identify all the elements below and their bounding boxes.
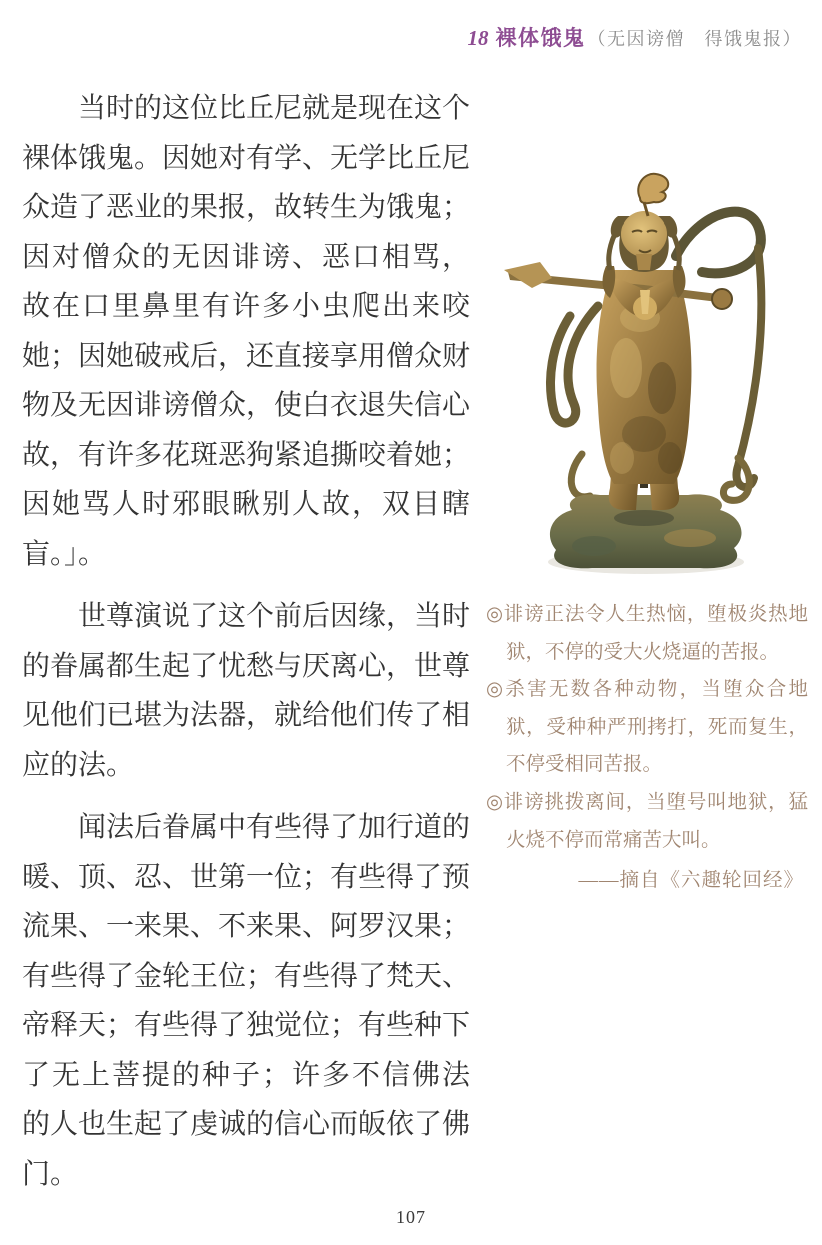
text-line: 帝释天；有些得了独觉位；有些种下 — [22, 1010, 471, 1041]
page-number: 107 — [396, 1207, 426, 1227]
text-line: 盲。」。 — [22, 538, 107, 570]
text-line: 世尊演说了这个前后因缘，当时 — [78, 601, 471, 632]
text-line: 见他们已堪为法器，就给他们传了相 — [22, 700, 471, 731]
text-line: 物及无因诽谤僧众，使白衣退失信心 — [22, 390, 471, 421]
text-line: 暖、顶、忍、世第一位；有些得了预 — [22, 861, 471, 893]
text-line: 故在口里鼻里有许多小虫爬出来咬 — [22, 291, 470, 322]
text-line: 流果、一来果、不来果、阿罗汉果； — [22, 911, 471, 942]
chapter-title: 裸体饿鬼 — [495, 26, 586, 50]
text-line: 的人也生起了虔诚的信心而皈依了佛 — [22, 1109, 471, 1140]
text-line: 当时的这位比丘尼就是现在这个 — [78, 93, 471, 124]
text-line: 有些得了金轮王位；有些得了梵天、 — [22, 960, 471, 992]
statue-svg — [494, 158, 794, 580]
text-line: 了无上菩提的种子；许多不信佛法 — [22, 1059, 470, 1091]
aside-column — [486, 158, 808, 900]
note-item — [486, 596, 808, 671]
text-line: 因对僧众的无因诽谤、恶口相骂， — [22, 241, 470, 273]
text-line: 门。 — [22, 1158, 79, 1190]
note-line: 狱，不停的受大火烧逼的苦报。 — [506, 641, 780, 663]
text-line: 的眷属都生起了忧愁与厌离心，世尊 — [22, 650, 471, 682]
paragraph — [22, 592, 470, 790]
text-line: 故，有许多花斑恶狗紧追撕咬着她； — [22, 439, 471, 471]
paragraph — [22, 803, 470, 1199]
page-header — [468, 22, 803, 52]
text-line: 众造了恶业的果报，故转生为饿鬼； — [22, 192, 471, 223]
source-attribution: ——摘自《六趣轮回经》 — [578, 870, 804, 892]
note-line: ◎杀害无数各种动物，当堕众合地 — [486, 679, 808, 701]
paragraph — [22, 84, 470, 579]
text-line: 应的法。 — [22, 749, 135, 781]
main-text-column — [22, 84, 470, 1212]
note-line: 火烧不停而常痛苦大叫。 — [506, 829, 721, 851]
text-line: 她；因她破戒后，还直接享用僧众财 — [22, 340, 471, 372]
text-line: 因她骂人时邪眼瞅别人故，双目瞎 — [22, 489, 470, 520]
text-line: 裸体饿鬼。因她对有学、无学比丘尼 — [22, 142, 471, 174]
note-line: 狱，受种种严刑拷打，死而复生， — [506, 716, 808, 738]
chapter-number: 18 — [467, 26, 489, 50]
note-line: 不停受相同苦报。 — [506, 754, 663, 776]
note-item — [486, 671, 808, 784]
text-line: 闻法后眷属中有些得了加行道的 — [78, 812, 471, 843]
statue-image — [494, 158, 794, 580]
note-item — [486, 784, 808, 859]
notes-list — [486, 596, 808, 900]
note-line: ◎诽谤挑拨离间，当堕号叫地狱，猛 — [486, 791, 808, 813]
chapter-subtitle: （无因谤僧 得饿鬼报） — [587, 29, 802, 49]
note-line: ◎诽谤正法令人生热恼，堕极炎热地 — [486, 604, 808, 625]
